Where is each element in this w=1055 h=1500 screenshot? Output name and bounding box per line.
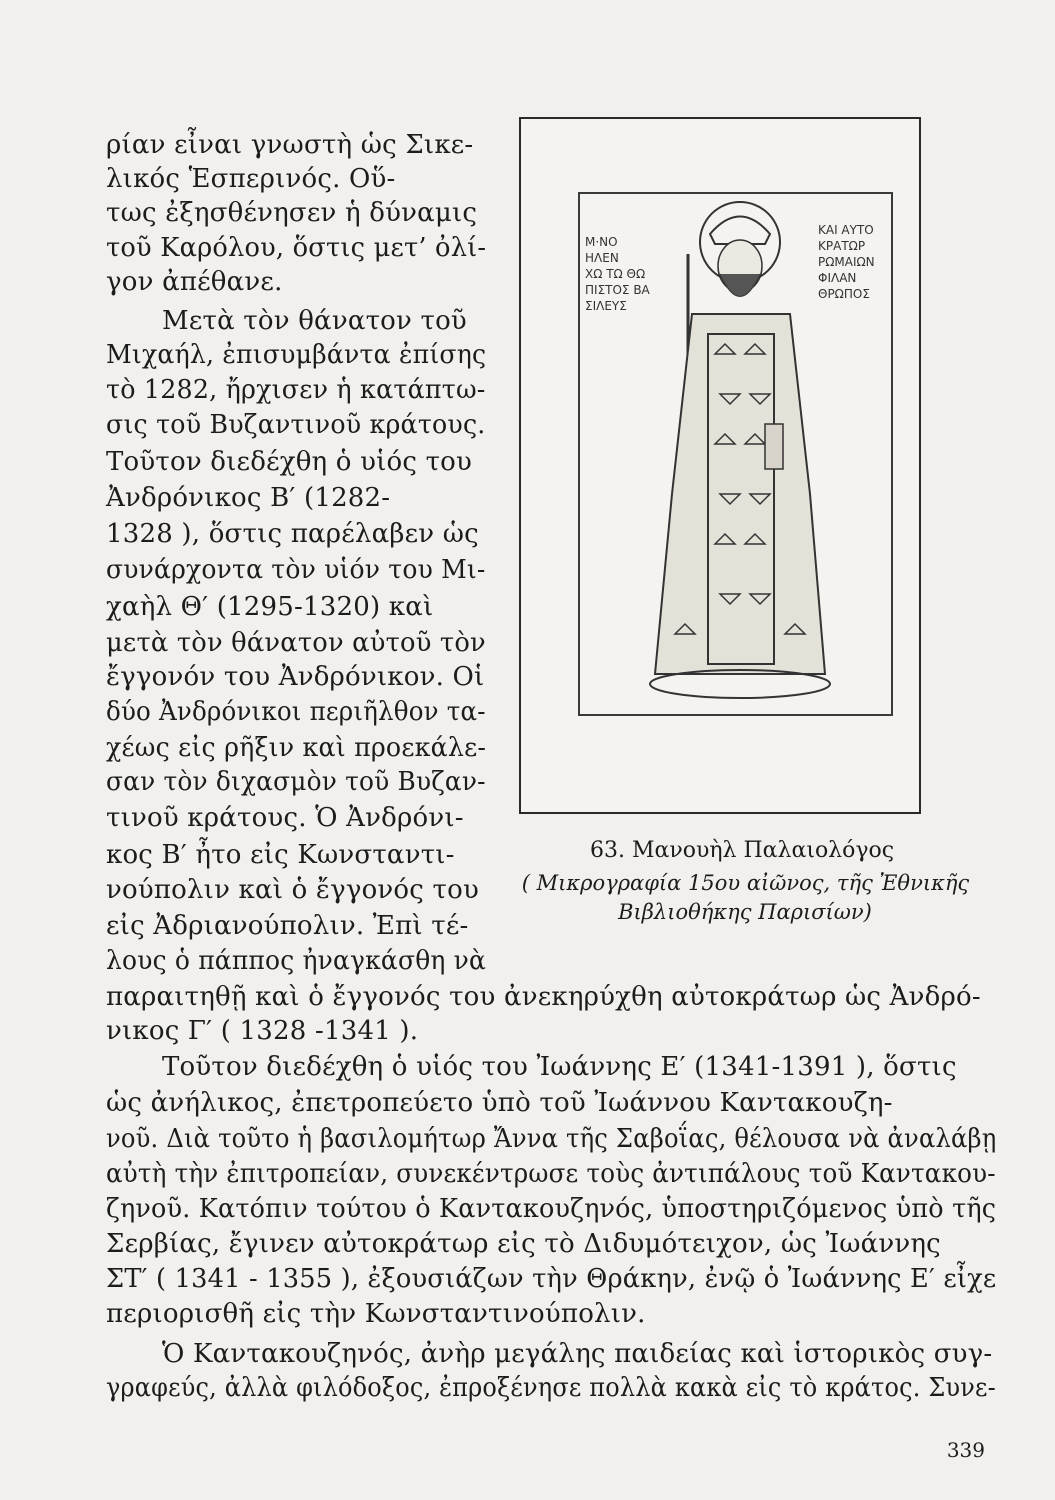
- figure-frame: [519, 117, 921, 814]
- inscription-right: ΚΑΙ ΑΥΤΟ ΚΡΑΤΩΡ ΡΩΜΑΙΩΝ ΦΙΛΑΝ ΘΡΩΠΟΣ: [818, 223, 875, 301]
- text-line: νούπολιν καὶ ὁ ἔγγονός του: [106, 875, 479, 905]
- text-line: Τοῦτον διεδέχθη ὁ υἱός του Ἰωάννης Ε′ (1341-1391 ), ὅστις: [162, 1052, 957, 1082]
- text-line: ἔγγονόν του Ἀνδρόνικον. Οἱ: [106, 662, 485, 692]
- miniature-frame: [578, 192, 893, 716]
- text-line: ΣΤ′ ( 1341 - 1355 ), ἐξουσιάζων τὴν Θράκην, ἐνῷ ὁ Ἰωάννης Ε′ εἶχε: [106, 1264, 997, 1294]
- text-line: λικός Ἑσπερινός. Οὕ-: [106, 164, 396, 194]
- text-line: γον ἀπέθανε.: [106, 267, 283, 297]
- text-line: Ἀνδρόνικος Β′ (1282-: [106, 483, 391, 513]
- text-line: Σερβίας, ἔγινεν αὐτοκράτωρ εἰς τὸ Διδυμότειχον, ὡς Ἰωάννης: [106, 1229, 941, 1259]
- text-line: χαὴλ Θ′ (1295-1320) καὶ: [106, 592, 434, 622]
- inscription-left: Μ·ΝΟ ΗΛΕΝ ΧΩ ΤΩ ΘΩ ΠΙΣΤΟΣ ΒΑ ΣΙΛΕΥΣ: [585, 235, 650, 313]
- text-line: 1328 ), ὅστις παρέλαβεν ὡς: [106, 519, 479, 549]
- text-line: Μιχαήλ, ἐπισυμβάντα ἐπίσης: [106, 340, 487, 370]
- text-line: κος Β′ ἦτο εἰς Κωνσταντι-: [106, 840, 455, 870]
- text-line: λους ὁ πάππος ἠναγκάσθη νὰ: [106, 946, 487, 976]
- text-line: Τοῦτον διεδέχθη ὁ υἱός του: [106, 447, 473, 477]
- text-line: παραιτηθῇ καὶ ὁ ἔγγονός του ἀνεκηρύχθη αὐτοκράτωρ ὡς Ἀνδρό-: [106, 982, 981, 1012]
- text-line: τως ἐξησθένησεν ἡ δύναμις: [106, 198, 478, 228]
- text-line: ὡς ἀνήλικος, ἐπετροπεύετο ὑπὸ τοῦ Ἰωάννου Καντακουζη-: [106, 1088, 893, 1118]
- beard-shape: [720, 274, 760, 297]
- text-line: αὐτὴ τὴν ἐπιτροπείαν, συνεκέντρωσε τοὺς ἀντιπάλους τοῦ Καντακου-: [106, 1159, 996, 1189]
- text-line: συνάρχοντα τὸν υἱόν του Μι-: [106, 555, 486, 585]
- text-line: τοῦ Καρόλου, ὅστις μετ’ ὀλί-: [106, 233, 487, 263]
- text-line: χέως εἰς ρῆξιν καὶ προεκάλε-: [106, 733, 487, 763]
- text-line: τὸ 1282, ἤρχισεν ἡ κατάπτω-: [106, 375, 486, 405]
- text-line: περιορισθῆ εἰς τὴν Κωνσταντινούπολιν.: [106, 1299, 646, 1329]
- text-line: μετὰ τὸν θάνατον αὐτοῦ τὸν: [106, 628, 486, 658]
- figure-caption-title: 63. Μανουὴλ Παλαιολόγος: [590, 838, 895, 863]
- text-line: νικος Γ′ ( 1328 -1341 ).: [106, 1016, 419, 1046]
- text-line: εἰς Ἀδριανούπολιν. Ἐπὶ τέ-: [106, 911, 469, 941]
- text-line: ρίαν εἶναι γνωστὴ ὡς Σικε-: [106, 130, 474, 160]
- figure-caption-source-cont: Βιβλιοθήκης Παρισίων): [618, 900, 872, 924]
- page-number: 339: [946, 1438, 985, 1462]
- text-line: ζηνοῦ. Κατόπιν τούτου ὁ Καντακουζηνός, ὑποστηριζόμενος ὑπὸ τῆς: [106, 1194, 997, 1224]
- text-line: σις τοῦ Βυζαντινοῦ κράτους.: [106, 410, 486, 440]
- text-line: Ὁ Καντακουζηνός, ἀνὴρ μεγάλης παιδείας καὶ ἱστορικὸς συγ-: [162, 1339, 993, 1369]
- text-line: Μετὰ τὸν θάνατον τοῦ: [162, 306, 467, 336]
- text-line: νοῦ. Διὰ τοῦτο ἡ βασιλομήτωρ Ἄννα τῆς Σαβοΐας, θέλουσα νὰ ἀναλάβῃ: [106, 1124, 997, 1154]
- figure-caption-source: ( Μικρογραφία 15ου αἰῶνος, τῆς Ἐθνικῆς: [521, 871, 970, 895]
- text-line: δύο Ἀνδρόνικοι περιῆλθον τα-: [106, 697, 486, 727]
- text-line: τινοῦ κράτους. Ὁ Ἀνδρόνι-: [106, 803, 464, 833]
- text-line: σαν τὸν διχασμὸν τοῦ Βυζαν-: [106, 767, 486, 797]
- text-line: γραφεύς, ἀλλὰ φιλόδοξος, ἐπροξένησε πολλὰ κακὰ εἰς τὸ κράτος. Συνε-: [106, 1373, 996, 1403]
- akakia-shape: [765, 424, 783, 469]
